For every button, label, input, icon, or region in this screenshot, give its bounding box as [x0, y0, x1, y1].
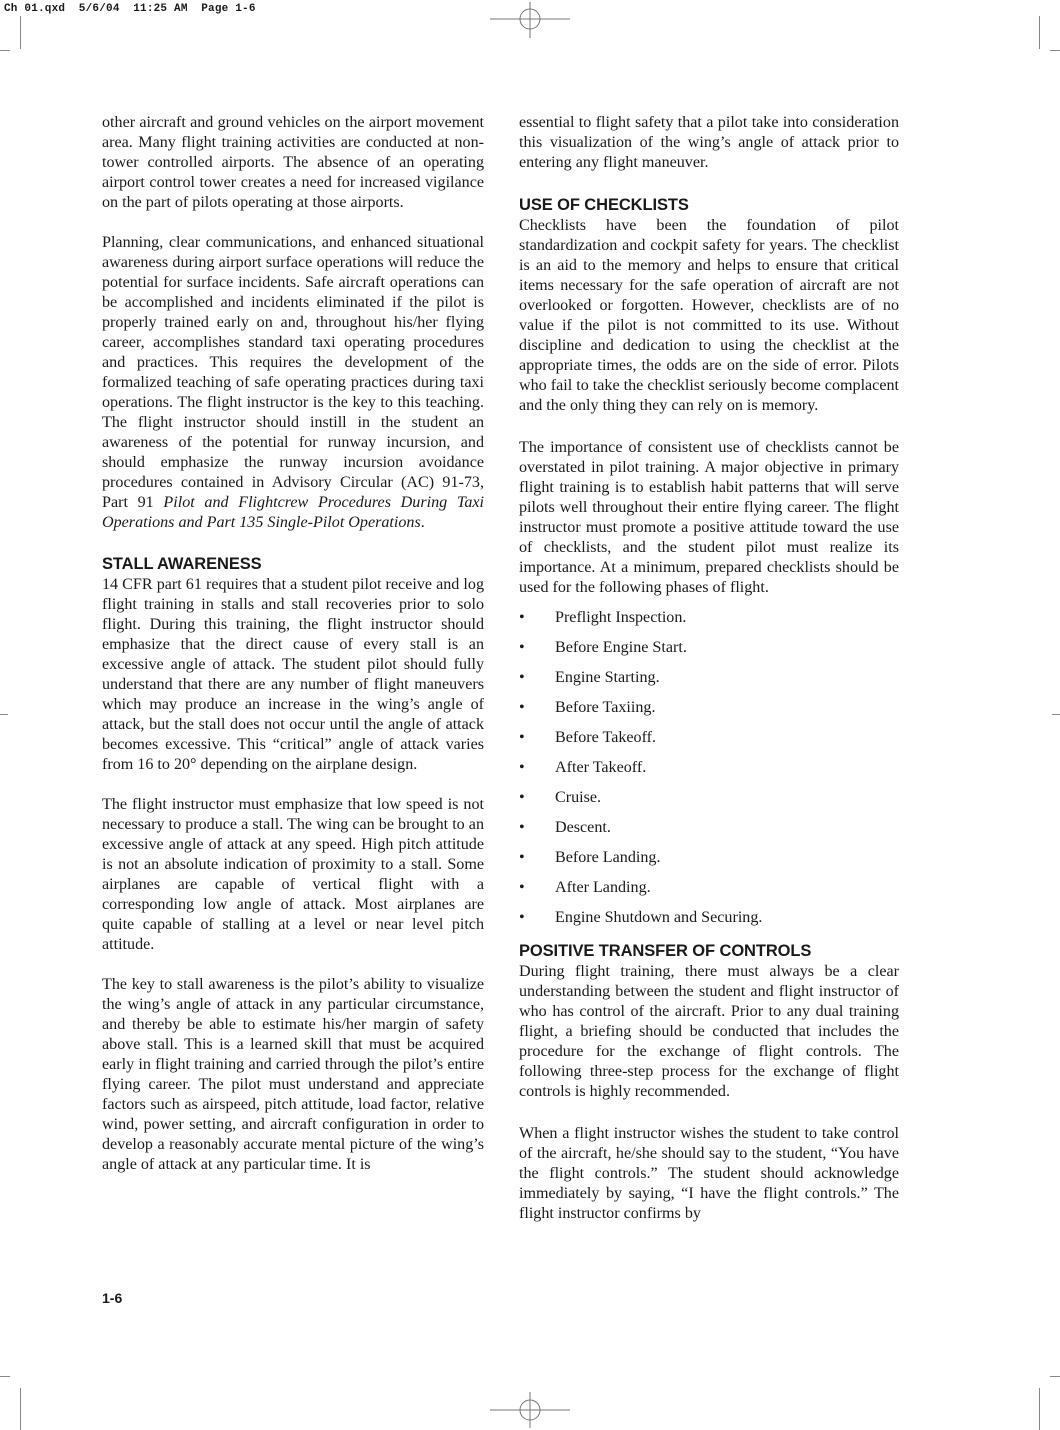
list-item	[519, 728, 899, 758]
section-heading-use-of-checklists: USE OF CHECKLISTS	[519, 196, 689, 214]
bullet-icon: •	[519, 849, 525, 866]
crop-mark	[1039, 1388, 1040, 1430]
paragraph: During flight training, there must always be a clear understanding between the student and flight instructor of who has control of the aircraft. Prior to any dual training flight, a briefing should be conducted that includes the procedure for the exchange of flight controls. The following three-step process for the exchange of flight controls is highly recommended.	[519, 963, 899, 1100]
crop-mark	[0, 50, 10, 51]
list-item-label: Before Landing.	[555, 849, 661, 866]
crop-mark	[1039, 16, 1040, 49]
flight-phases-list	[519, 608, 899, 938]
list-item	[519, 608, 899, 638]
page-number: 1-6	[102, 1290, 123, 1306]
list-item-label: Descent.	[555, 819, 611, 836]
bullet-icon: •	[519, 819, 525, 836]
list-item	[519, 788, 899, 818]
list-item	[519, 668, 899, 698]
paragraph-text: Planning, clear communications, and enhanced situational awareness during airport surface operations will reduce the potential for surface incidents. Safe aircraft operations can be accomplished and incidents eliminated if the pilot is properly trained early on and, throughout his/her flying career, accomplishes standard taxi operating procedures and practices. This requires the development of the formalized teaching of safe operating practices during taxi operations. The flight instructor is the key to this teaching. The flight instructor should instill in the student an awareness of the potential for runway incursion, and should emphasize the runway incursion avoidance procedures contained in Advisory Circular (AC) 91-73, Part 91	[102, 234, 484, 511]
paragraph	[102, 233, 484, 533]
crop-mark	[1050, 1376, 1060, 1377]
registration-mark-top	[490, 2, 570, 38]
paragraph: The importance of consistent use of checklists cannot be overstated in pilot training. A major objective in primary flight training is to establish habit patterns that will serve pilots well throughout their entire flying career. The flight instructor must promote a positive attitude toward the use of checklists, and the student pilot must realize its importance. At a minimum, prepared checklists should be used for the following phases of flight.	[519, 439, 899, 596]
crop-mark	[0, 1376, 10, 1377]
list-item	[519, 638, 899, 668]
list-item-label: Engine Starting.	[555, 669, 660, 686]
list-item-label: After Takeoff.	[555, 759, 647, 776]
list-item-label: Before Engine Start.	[555, 639, 687, 656]
paragraph: Checklists have been the foundation of pilot standardization and cockpit safety for years. The checklist is an aid to the memory and helps to ensure that critical items necessary for the safe operation of aircraft are not overlooked or forgotten. However, checklists are of no value if the pilot is not committed to its use. Without discipline and dedication to using the checklist at the appropriate times, the odds are on the side of error. Pilots who fail to take the checklist seriously become complacent and the only thing they can rely on is memory.	[519, 217, 899, 414]
paragraph: other aircraft and ground vehicles on the airport movement area. Many flight training activities are conducted at non-tower controlled airports. The absence of an operating airport control tower creates a need for increased vigilance on the part of pilots operating at those airports.	[102, 114, 484, 211]
list-item-label: Engine Shutdown and Securing.	[555, 909, 763, 926]
list-item	[519, 818, 899, 848]
paragraph: essential to flight safety that a pilot take into consideration this visualization of the wing’s angle of attack prior to entering any flight maneuver.	[519, 114, 899, 171]
bullet-icon: •	[519, 879, 525, 896]
paragraph: The flight instructor must emphasize that low speed is not necessary to produce a stall. The wing can be brought to an excessive angle of attack at any speed. High pitch attitude is not an absolute indication of proximity to a stall. Some airplanes are capable of vertical flight with a corresponding low angle of attack. Most airplanes are quite capable of stalling at a level or near level pitch attitude.	[102, 796, 484, 953]
crop-mark	[1050, 50, 1060, 51]
right-column	[519, 113, 899, 1224]
section-heading-positive-transfer-of-controls: POSITIVE TRANSFER OF CONTROLS	[519, 942, 812, 960]
crop-mark	[20, 16, 21, 49]
paragraph: 14 CFR part 61 requires that a student pilot receive and log flight training in stalls and stall recoveries prior to solo flight. During this training, the flight instructor should emphasize that the direct cause of every stall is an excessive angle of attack. The student pilot should fully understand that there are any number of flight maneuvers which may produce an increase in the wing’s angle of attack, but the stall does not occur until the angle of attack becomes excessive. This “critical” angle of attack varies from 16 to 20° depending on the airplane design.	[102, 576, 484, 773]
paragraph-end: .	[420, 514, 425, 531]
bullet-icon: •	[519, 639, 525, 656]
bullet-icon: •	[519, 609, 525, 626]
print-slug: Ch 01.qxd 5/6/04 11:25 AM Page 1-6	[4, 3, 256, 15]
bullet-icon: •	[519, 789, 525, 806]
list-item	[519, 758, 899, 788]
list-item-label: After Landing.	[555, 879, 651, 896]
list-item-label: Before Taxiing.	[555, 699, 656, 716]
paragraph: The key to stall awareness is the pilot’s ability to visualize the wing’s angle of attack in any particular circumstance, and thereby be able to estimate his/her margin of safety above stall. This is a learned skill that must be acquired early in flight training and carried through the pilot’s entire flying career. The pilot must understand and appreciate factors such as airspeed, pitch attitude, load factor, relative wind, power setting, and aircraft configuration in order to develop a reasonably accurate mental picture of the wing’s angle of attack at any particular time. It is	[102, 976, 484, 1173]
bullet-icon: •	[519, 699, 525, 716]
list-item	[519, 878, 899, 908]
bullet-icon: •	[519, 909, 525, 926]
bullet-icon: •	[519, 759, 525, 776]
left-column	[102, 113, 484, 1175]
bullet-icon: •	[519, 669, 525, 686]
crop-mark	[0, 714, 8, 715]
publication-title: Pilot and Flightcrew Procedures During Taxi Operations and Part 135 Single-Pilot Operations	[102, 494, 484, 531]
registration-mark-bottom	[490, 1392, 570, 1428]
crop-mark	[1052, 714, 1060, 715]
paragraph: When a flight instructor wishes the student to take control of the aircraft, he/she should say to the student, “You have the flight controls.” The student should acknowledge immediately by saying, “I have the flight controls.” The flight instructor confirms by	[519, 1125, 899, 1222]
crop-mark	[20, 1388, 21, 1430]
list-item	[519, 848, 899, 878]
list-item	[519, 908, 899, 938]
list-item	[519, 698, 899, 728]
bullet-icon: •	[519, 729, 525, 746]
list-item-label: Before Takeoff.	[555, 729, 657, 746]
section-heading-stall-awareness: STALL AWARENESS	[102, 555, 262, 573]
list-item-label: Cruise.	[555, 789, 602, 806]
list-item-label: Preflight Inspection.	[555, 609, 687, 626]
